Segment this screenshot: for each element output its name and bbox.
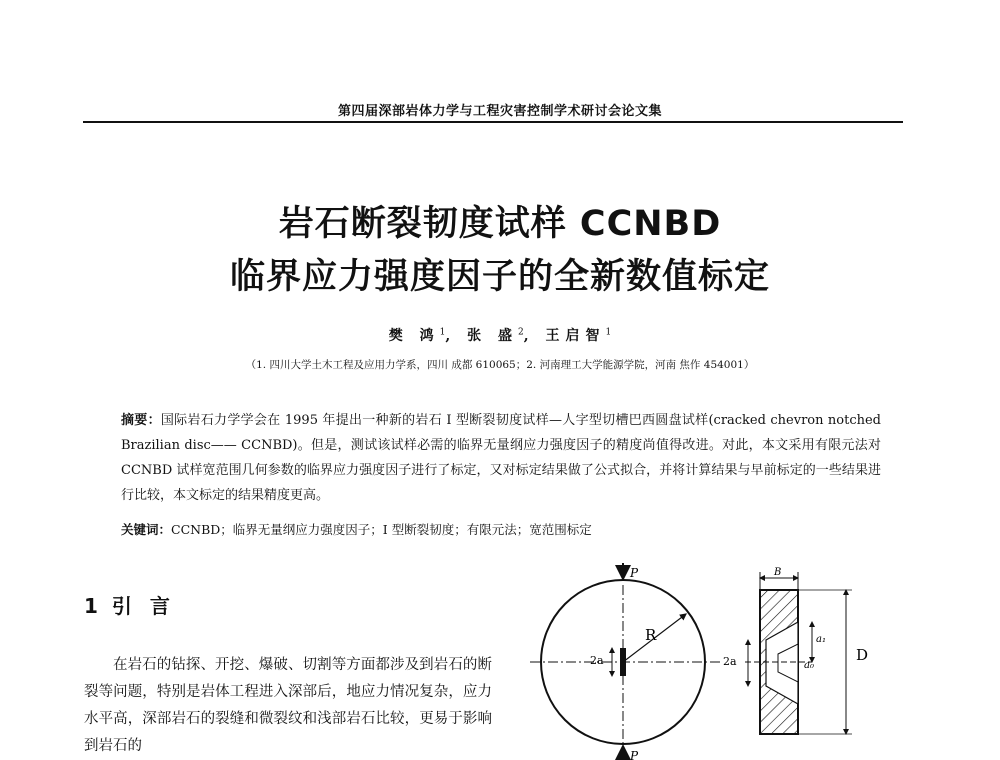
a1-label: a₁ <box>816 634 826 645</box>
load-label-top: P <box>630 566 639 580</box>
load-label-bottom: P <box>630 749 639 760</box>
author-mark: 2 <box>518 327 524 338</box>
thickness-label: B <box>774 567 782 578</box>
abstract-label: 摘要： <box>121 413 161 428</box>
abstract-text: 国际岩石力学学会在 1995 年提出一种新的岩石 I 型断裂韧度试样—人字型切槽巴西圆盘试样(cracked chevron notched Brazilian disc—— CCNBD)。但是，测试该试样必需的临界无量纲应力强度因子的精度尚值得改进。对此，本文采用有限元法对 CCNBD 试样宽范围几何参数的临界应力强度因子进行了标定，又对标定结果做了公式拟合，并将计算结果与早前标定的一些结果进行比较，本文标定的结果精度更高。 <box>121 413 881 503</box>
keywords-label: 关键词： <box>121 522 172 537</box>
disc-front-view <box>530 563 720 760</box>
author-name: 樊 鸿 <box>388 328 440 344</box>
disc-side-view <box>723 567 868 734</box>
crack-length-label: 2a <box>590 654 604 667</box>
title-line-2: 临界应力强度因子的全新数值标定 <box>229 257 770 297</box>
author-name: 张 盛 <box>467 328 518 344</box>
author-name: 王启智 <box>545 328 606 344</box>
author-mark: 1 <box>605 327 612 338</box>
affiliations: （1. 四川大学土木工程及应用力学系，四川 成都 610065；2. 河南理工大学能源学院，河南 焦作 454001） <box>245 359 755 371</box>
keywords-text: CCNBD；临界无量纲应力强度因子；I 型断裂韧度；有限元法；宽范围标定 <box>171 522 592 537</box>
diameter-label: D <box>856 646 869 664</box>
side-crack-label: 2a <box>723 655 737 668</box>
author-mark: 1 <box>439 327 446 338</box>
body-paragraph: 在岩石的钻探、开挖、爆破、切割等方面都涉及到岩石的断裂等问题，特别是岩体工程进入深部后，地应力情况复杂，应力水平高，深部岩石的裂缝和微裂纹和浅部岩石比较，更易于影响到岩石的 <box>84 657 492 754</box>
section-title: 引言 <box>111 594 188 618</box>
running-header: 第四届深部岩体力学与工程灾害控制学术研讨会论文集 <box>337 104 662 119</box>
author-list: 樊 鸿$^1$, 张 盛$^2$, 王启智$^1$ <box>388 327 612 344</box>
section-number: 1 <box>84 594 98 618</box>
a0-label: a₀ <box>804 660 814 671</box>
radius-label: R <box>645 626 657 644</box>
title-line-1: 岩石断裂韧度试样 CCNBD <box>278 204 722 244</box>
